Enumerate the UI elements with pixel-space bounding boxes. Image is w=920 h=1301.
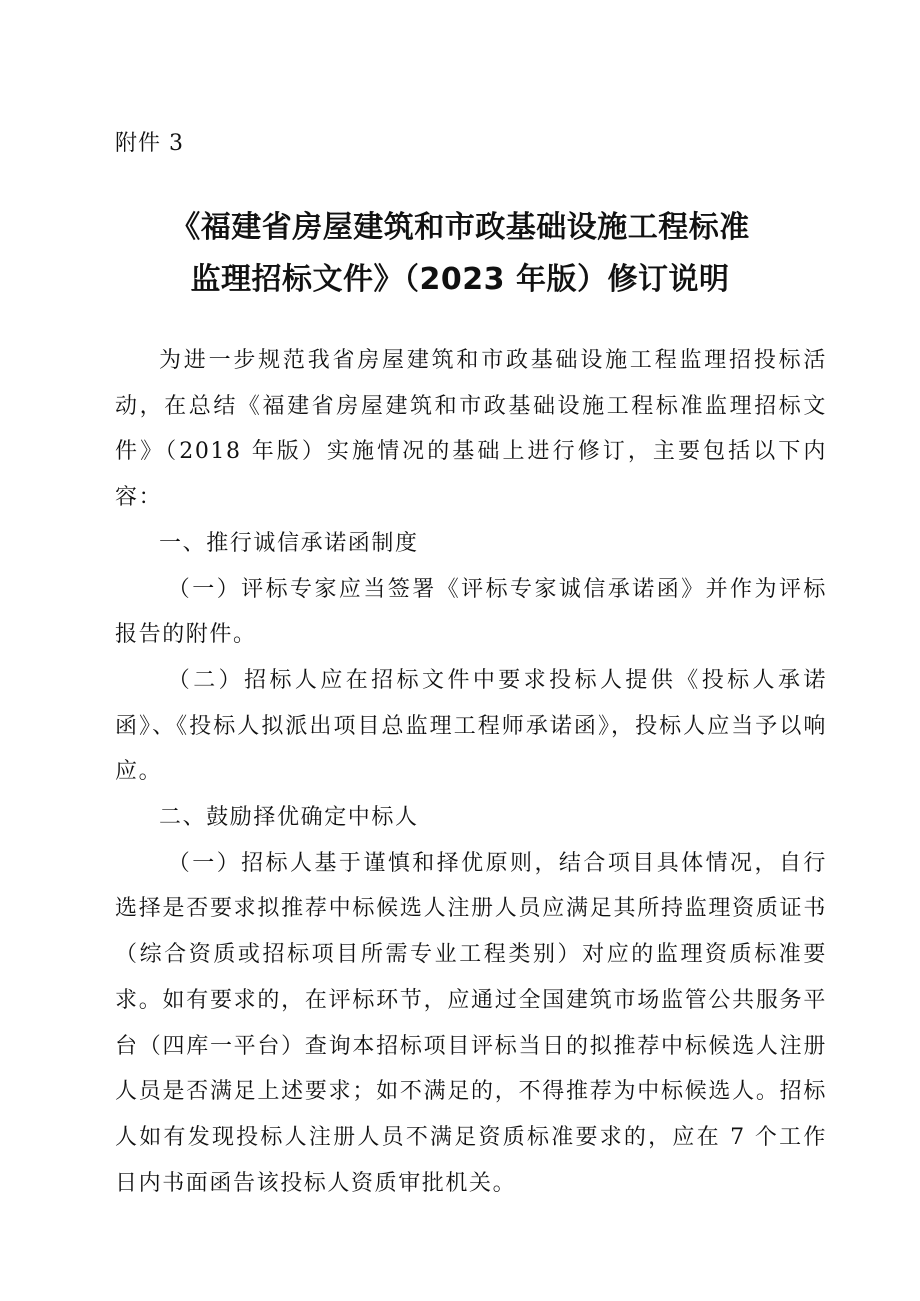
section-2-item-1: （一）招标人基于谨慎和择优原则，结合项目具体情况，自行选择是否要求拟推荐中标候选人注册人员应满足其所持监理资质证书（综合资质或招标项目所需专业工程类别）对应的监理资质标准要求。如有要求的，在评标环节，应通过全国建筑市场监管公共服务平台（四库一平台）查询本招标项目评标当日的拟推荐中标候选人注册人员是否满足上述要求；如不满足的，不得推荐为中标候选人。招标人如有发现投标人注册人员不满足资质标准要求的，应在 7 个工作日内书面函告该投标人资质审批机关。 <box>115 850 827 1196</box>
title-line-2: 监理招标文件》（2023 年版）修订说明 <box>190 262 730 297</box>
document-body <box>115 338 827 1206</box>
document-title <box>100 202 820 306</box>
section-heading-1: 一、推行诚信承诺函制度 <box>159 530 419 556</box>
intro-paragraph: 为进一步规范我省房屋建筑和市政基础设施工程监理招投标活动，在总结《福建省房屋建筑和市政基础设施工程标准监理招标文件》（2018 年版）实施情况的基础上进行修订，主要包括以下内容： <box>115 348 827 511</box>
title-line-1: 《福建省房屋建筑和市政基础设施工程标准 <box>170 210 750 245</box>
section-1-item-1: （一）评标专家应当签署《评标专家诚信承诺函》并作为评标报告的附件。 <box>115 576 827 648</box>
section-heading-2: 二、鼓励择优确定中标人 <box>159 805 419 831</box>
section-1-item-2: （二）招标人应在招标文件中要求投标人提供《投标人承诺函》、《投标人拟派出项目总监理工程师承诺函》，投标人应当予以响应。 <box>115 667 827 785</box>
attachment-label: 附件 3 <box>115 131 184 156</box>
